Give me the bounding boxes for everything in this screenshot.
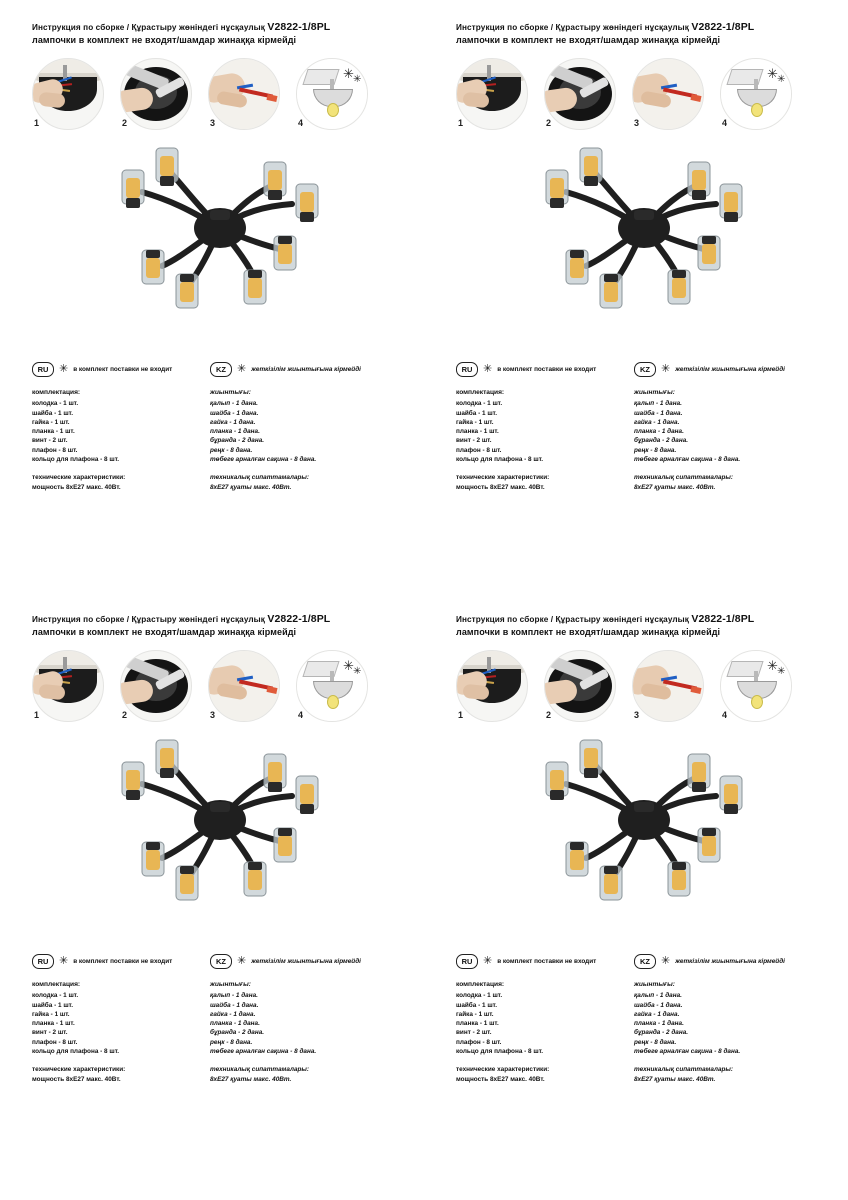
asterisk-icon: ✳ [59,955,69,968]
list-item: планка - 1 шт. [456,1020,499,1028]
list-item: гайка - 1 дана. [210,418,256,426]
assembly-step [120,58,202,129]
kz-flag-badge: KZ [210,362,232,377]
list-item: планка - 1 дана. [634,1020,684,1028]
list-item: винт - 2 шт. [32,1029,68,1037]
step-number: 2 [122,118,128,129]
step-illustration-mount [456,58,528,130]
asterisk-icon: ✳ [237,363,247,376]
specs-ru-tech-value: мощность 8хЕ27 макс. 40Вт. [32,1075,121,1083]
step-illustration-wires [632,650,704,722]
list-item: планка - 1 дана. [210,1020,260,1028]
specs-kz [210,981,388,1084]
legend-kz-text: жеткізілім жиынтығына кірмейді [251,366,361,374]
specs-kz-list [210,991,388,1056]
specs-kz-tech-value: 8хЕ27 қуаты макс. 40Вт. [634,483,716,491]
legend-kz [634,954,812,969]
step-illustration-bulb [296,58,368,130]
list-item: қалып - 1 дана. [210,400,258,408]
header-title: Инструкция по сборке / Құрастыру жөніндегі нұсқаулық [456,23,692,32]
specs-kz-title: жиынтығы: [210,389,251,397]
step-number: 3 [634,710,640,721]
specs-ru [456,981,634,1084]
specs-ru [32,389,210,492]
panel-header [32,20,420,46]
legend-kz-text: жеткізілім жиынтығына кірмейді [251,958,361,966]
specs-kz-list [634,399,812,464]
list-item: реңк - 8 дана. [210,446,253,454]
asterisk-icon: ✳ [661,363,671,376]
legend-ru [456,362,634,377]
step-illustration-tighten [544,58,616,130]
specs-kz [210,389,388,492]
header-subtitle: лампочки в комплект не входят/шамдар жинаққа кірмейді [32,627,297,638]
list-item: плафон - 8 шт. [32,1038,78,1046]
legend-ru [32,362,210,377]
step-illustration-wires [208,650,280,722]
asterisk-icon: ✳ [777,666,786,678]
step-illustration-mount [32,650,104,722]
asterisk-icon: ✳ [483,955,493,968]
legend-ru [456,954,634,969]
specs-row [32,389,420,492]
step-illustration-tighten [544,650,616,722]
specs-row [456,389,844,492]
legend-ru-text: в комплект поставки не входит [497,958,597,966]
list-item: планка - 1 шт. [32,1020,75,1028]
list-item: шайба - 1 дана. [634,409,683,417]
legend-row [32,362,420,377]
list-item: планка - 1 дана. [634,428,684,436]
specs-ru-title: комплектация: [32,981,81,989]
assembly-step [296,650,378,721]
step-number: 3 [210,710,216,721]
panel-header [456,612,844,638]
specs-ru-list [456,991,634,1056]
instruction-panel [456,612,844,1172]
legend-row [456,954,844,969]
assembly-step [208,650,290,721]
step-illustration-mount [456,650,528,722]
header-title: Инструкция по сборке / Құрастыру жөніндегі нұсқаулық [32,23,268,32]
list-item: төбеге арналған сақина - 8 дана. [634,1048,741,1055]
step-number: 4 [722,118,728,129]
specs-ru-tech-title: технические характеристики: [32,474,126,482]
legend-ru-text: в комплект поставки не входит [73,958,173,966]
specs-ru-tech-value: мощность 8хЕ27 макс. 40Вт. [456,1075,545,1083]
list-item: плафон - 8 шт. [456,1038,502,1046]
assembly-step [720,650,802,721]
product-illustration [456,732,844,932]
asterisk-icon: ✳ [237,955,247,968]
specs-ru-tech-title: технические характеристики: [456,1066,550,1074]
legend-kz-text: жеткізілім жиынтығына кірмейді [675,366,785,374]
specs-ru-list [456,399,634,464]
list-item: шайба - 1 шт. [456,1001,497,1009]
step-number: 4 [298,710,304,721]
assembly-steps [456,650,844,721]
instruction-panel [456,20,844,580]
specs-ru-list [32,991,210,1056]
list-item: бұранда - 2 дана. [634,437,689,445]
kz-flag-badge: KZ [634,362,656,377]
legend-kz [210,954,388,969]
ru-flag-badge: RU [32,954,54,969]
lamp-drawing [494,140,794,330]
instruction-panel [32,612,420,1172]
list-item: гайка - 1 дана. [634,1010,680,1018]
specs-ru-title: комплектация: [32,389,81,397]
assembly-step [544,58,626,129]
header-subtitle: лампочки в комплект не входят/шамдар жинаққа кірмейді [456,627,721,638]
model-code: V2822-1/8PL [267,21,331,33]
specs-ru-title: комплектация: [456,981,505,989]
legend-ru-text: в комплект поставки не входит [73,366,173,374]
header-title: Инструкция по сборке / Құрастыру жөніндегі нұсқаулық [32,615,268,624]
specs-kz-tech-title: техникалық сипаттамалары: [634,474,733,482]
step-illustration-tighten [120,650,192,722]
step-number: 2 [122,710,128,721]
assembly-step [32,58,114,129]
list-item: шайба - 1 дана. [210,409,259,417]
step-number: 4 [298,118,304,129]
specs-kz-tech-title: техникалық сипаттамалары: [210,474,309,482]
list-item: колодка - 1 шт. [32,992,79,1000]
lamp-drawing [494,732,794,922]
specs-kz-tech-value: 8хЕ27 қуаты макс. 40Вт. [210,1075,292,1083]
assembly-steps [32,58,420,129]
step-number: 1 [34,118,40,129]
list-item: қалып - 1 дана. [210,992,258,1000]
model-code: V2822-1/8PL [691,613,755,625]
step-illustration-bulb [720,58,792,130]
step-number: 2 [546,118,552,129]
list-item: кольцо для плафона - 8 шт. [456,1048,544,1055]
specs-kz-title: жиынтығы: [634,981,675,989]
list-item: реңк - 8 дана. [634,446,677,454]
header-subtitle: лампочки в комплект не входят/шамдар жинаққа кірмейді [32,35,297,46]
kz-flag-badge: KZ [634,954,656,969]
list-item: шайба - 1 шт. [32,409,73,417]
list-item: реңк - 8 дана. [634,1038,677,1046]
list-item: планка - 1 шт. [456,428,499,436]
list-item: колодка - 1 шт. [32,400,79,408]
list-item: төбеге арналған сақина - 8 дана. [210,456,317,463]
list-item: винт - 2 шт. [456,1029,492,1037]
list-item: шайба - 1 шт. [32,1001,73,1009]
list-item: реңк - 8 дана. [210,1038,253,1046]
specs-kz-tech-title: техникалық сипаттамалары: [210,1066,309,1074]
step-number: 1 [458,710,464,721]
asterisk-icon: ✳ [343,658,354,674]
list-item: бұранда - 2 дана. [634,1029,689,1037]
asterisk-icon: ✳ [661,955,671,968]
asterisk-icon: ✳ [59,363,69,376]
assembly-step [120,650,202,721]
legend-kz-text: жеткізілім жиынтығына кірмейді [675,958,785,966]
list-item: кольцо для плафона - 8 шт. [456,456,544,463]
specs-row [456,981,844,1084]
step-number: 1 [34,710,40,721]
assembly-step [296,58,378,129]
step-illustration-bulb [296,650,368,722]
product-illustration [456,140,844,340]
specs-kz-tech-title: техникалық сипаттамалары: [634,1066,733,1074]
assembly-steps [32,650,420,721]
assembly-step [632,58,714,129]
assembly-steps [456,58,844,129]
legend-kz [634,362,812,377]
specs-ru-tech-value: мощность 8хЕ27 макс. 40Вт. [32,483,121,491]
specs-kz-tech-value: 8хЕ27 қуаты макс. 40Вт. [210,483,292,491]
assembly-step [456,58,538,129]
step-illustration-mount [32,58,104,130]
list-item: планка - 1 дана. [210,428,260,436]
list-item: винт - 2 шт. [32,437,68,445]
list-item: планка - 1 шт. [32,428,75,436]
kz-flag-badge: KZ [210,954,232,969]
panel-header [456,20,844,46]
asterisk-icon: ✳ [353,74,362,86]
assembly-step [456,650,538,721]
list-item: винт - 2 шт. [456,437,492,445]
asterisk-icon: ✳ [343,66,354,82]
list-item: колодка - 1 шт. [456,992,503,1000]
list-item: шайба - 1 дана. [210,1001,259,1009]
header-title: Инструкция по сборке / Құрастыру жөніндегі нұсқаулық [456,615,692,624]
step-number: 4 [722,710,728,721]
lamp-drawing [70,140,370,330]
asterisk-icon: ✳ [777,74,786,86]
assembly-step [544,650,626,721]
list-item: гайка - 1 шт. [456,1010,494,1018]
model-code: V2822-1/8PL [267,613,331,625]
list-item: қалып - 1 дана. [634,400,682,408]
assembly-step [720,58,802,129]
step-number: 3 [210,118,216,129]
specs-kz-tech-value: 8хЕ27 қуаты макс. 40Вт. [634,1075,716,1083]
panel-header [32,612,420,638]
legend-kz [210,362,388,377]
specs-kz [634,389,812,492]
lamp-drawing [70,732,370,922]
legend-ru [32,954,210,969]
legend-ru-text: в комплект поставки не входит [497,366,597,374]
ru-flag-badge: RU [32,362,54,377]
list-item: төбеге арналған сақина - 8 дана. [210,1048,317,1055]
specs-kz-list [210,399,388,464]
step-illustration-bulb [720,650,792,722]
list-item: гайка - 1 дана. [210,1010,256,1018]
specs-row [32,981,420,1084]
list-item: колодка - 1 шт. [456,400,503,408]
list-item: төбеге арналған сақина - 8 дана. [634,456,741,463]
list-item: бұранда - 2 дана. [210,437,265,445]
model-code: V2822-1/8PL [691,21,755,33]
list-item: гайка - 1 шт. [32,1010,70,1018]
specs-kz-title: жиынтығы: [634,389,675,397]
specs-ru-tech-title: технические характеристики: [32,1066,126,1074]
asterisk-icon: ✳ [767,66,778,82]
specs-kz-list [634,991,812,1056]
step-number: 2 [546,710,552,721]
step-number: 1 [458,118,464,129]
assembly-step [208,58,290,129]
specs-kz [634,981,812,1084]
specs-ru-tech-title: технические характеристики: [456,474,550,482]
header-subtitle: лампочки в комплект не входят/шамдар жинаққа кірмейді [456,35,721,46]
legend-row [32,954,420,969]
specs-ru-list [32,399,210,464]
specs-ru-title: комплектация: [456,389,505,397]
instruction-panel [32,20,420,580]
asterisk-icon: ✳ [353,666,362,678]
list-item: гайка - 1 шт. [32,418,70,426]
product-illustration [32,732,420,932]
list-item: кольцо для плафона - 8 шт. [32,456,120,463]
step-illustration-tighten [120,58,192,130]
list-item: шайба - 1 дана. [634,1001,683,1009]
list-item: плафон - 8 шт. [32,446,78,454]
legend-row [456,362,844,377]
asterisk-icon: ✳ [483,363,493,376]
ru-flag-badge: RU [456,362,478,377]
step-illustration-wires [632,58,704,130]
specs-kz-title: жиынтығы: [210,981,251,989]
asterisk-icon: ✳ [767,658,778,674]
step-illustration-wires [208,58,280,130]
specs-ru [456,389,634,492]
list-item: плафон - 8 шт. [456,446,502,454]
list-item: гайка - 1 дана. [634,418,680,426]
specs-ru [32,981,210,1084]
list-item: қалып - 1 дана. [634,992,682,1000]
list-item: шайба - 1 шт. [456,409,497,417]
list-item: бұранда - 2 дана. [210,1029,265,1037]
product-illustration [32,140,420,340]
specs-ru-tech-value: мощность 8хЕ27 макс. 40Вт. [456,483,545,491]
list-item: гайка - 1 шт. [456,418,494,426]
ru-flag-badge: RU [456,954,478,969]
assembly-step [32,650,114,721]
step-number: 3 [634,118,640,129]
assembly-step [632,650,714,721]
list-item: кольцо для плафона - 8 шт. [32,1048,120,1055]
